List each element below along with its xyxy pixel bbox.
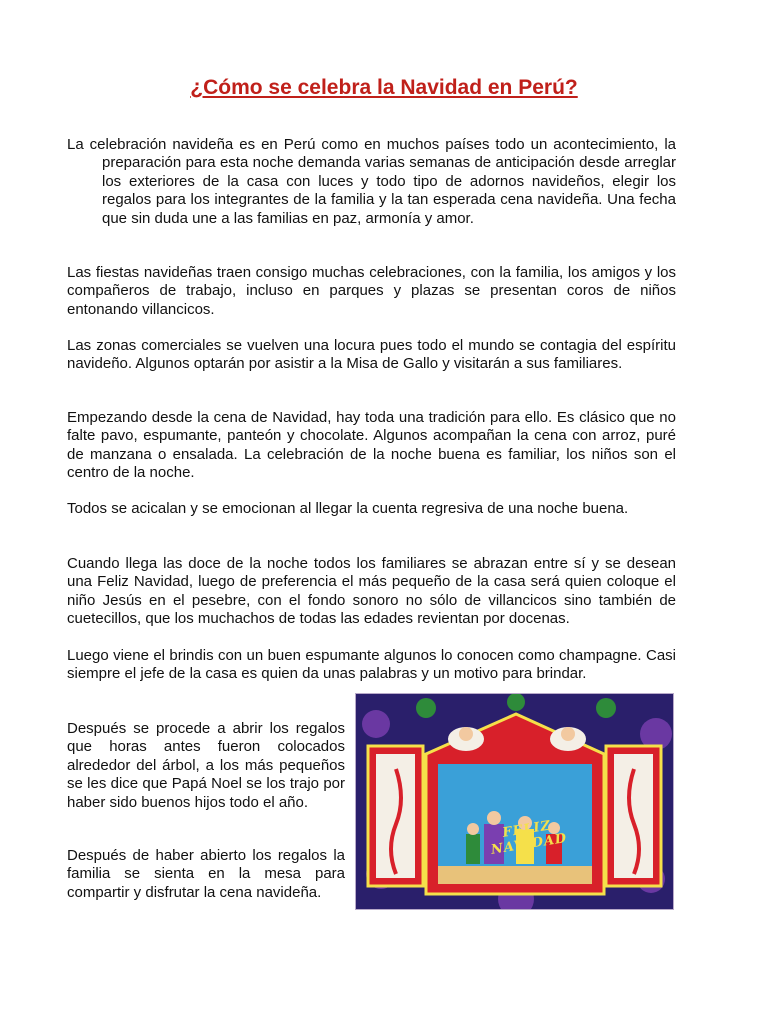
paragraph-countdown: Todos se acicalan y se emocionan al llegar la cuenta regresiva de una noche buena.: [67, 500, 629, 517]
paragraph-intro: La celebración navideña es en Perú como en muchos países todo un acontecimiento, la preparación para esta noche demanda varias semanas de anticipación desde arreglar los exteriores de la casa con luces y todo tipo de adornos navideños, elegir los regalos para los integrantes de la familia y la tan esperada cena navideña. Una fecha que sin duda une a las familias en paz, armonía y amor.: [67, 136, 676, 227]
paragraph-gifts: Después se procede a abrir los regalos que horas antes fueron colocados alrededor del árbol, a los más pequeños se les dice que Papá Noel se los trajo por haber sido buenos hijos todo el año.: [67, 720, 345, 811]
image-caption: FELIZ NAVIDAD: [490, 818, 569, 858]
page-title: ¿Cómo se celebra la Navidad en Perú?: [190, 76, 578, 99]
paragraph-family-dinner: Después de haber abierto los regalos la familia se sienta en la mesa para compartir y disfrutar la cena navideña.: [67, 847, 345, 901]
paragraph-commercial: Las zonas comerciales se vuelven una locura pues todo el mundo se contagia del espíritu navideño. Algunos optarán por asistir a la Misa de Gallo y visitarán a sus familiares.: [67, 337, 676, 373]
paragraph-celebrations: Las fiestas navideñas traen consigo muchas celebraciones, con la familia, los amigos y los compañeros de trabajo, incluso en parques y plazas se presentan coros de niños entonando villancicos.: [67, 264, 676, 318]
paragraph-midnight: Cuando llega las doce de la noche todos los familiares se abrazan entre sí y se desean una Feliz Navidad, luego de preferencia el más pequeño de la casa será quien coloque el niño Jesús en el pesebre, con el fondo sonoro no sólo de villancicos sino también de cuetecillos, que los muchachos de todas las edades revientan por docenas.: [67, 555, 676, 628]
christmas-retablo-image: [355, 693, 674, 910]
retablo-illustration: [356, 694, 673, 909]
paragraph-dinner: Empezando desde la cena de Navidad, hay toda una tradición para ello. Es clásico que no falte pavo, espumante, panteón y chocolate. Algunos acompañan la cena con arroz, puré de manzana o ensalada. La celebración de la noche buena es familiar, los niños son el centro de la noche.: [67, 409, 676, 482]
paragraph-toast: Luego viene el brindis con un buen espumante algunos lo conocen como champagne. Casi siempre el jefe de la casa es quien da unas palabras y un motivo para brindar.: [67, 647, 676, 683]
